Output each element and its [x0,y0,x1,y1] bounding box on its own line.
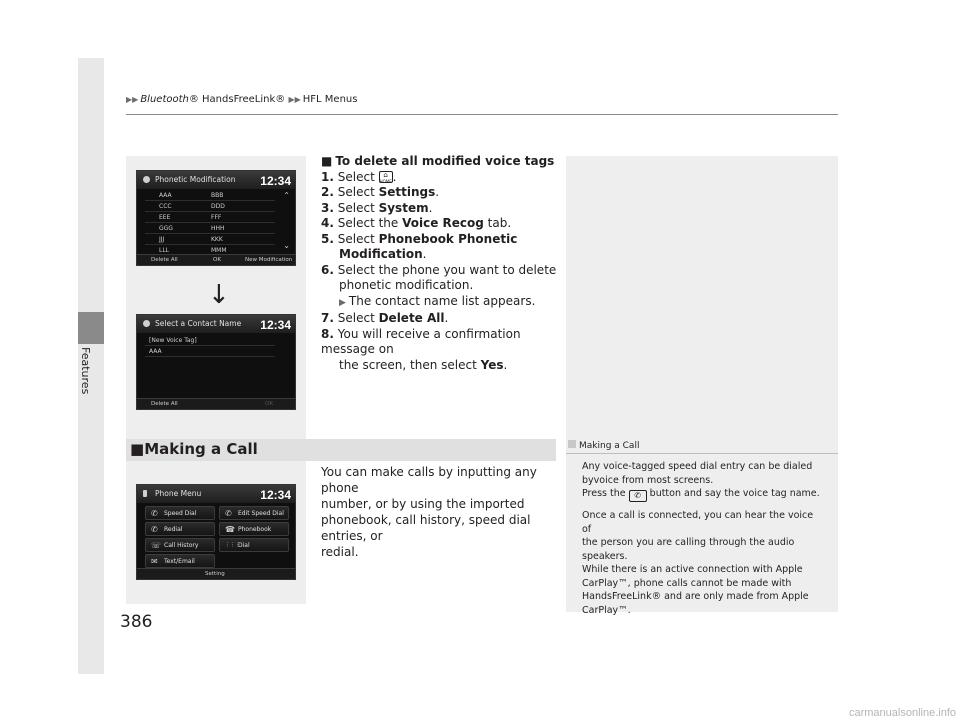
step-1: 1. Select ⌂ HOME. [321,170,561,186]
list-item: CCC DDD [145,202,275,212]
phone-icon: ✆ [151,509,158,518]
contact-name-screen [136,314,296,410]
keypad-icon: ⋮⋮⋮ [225,542,240,548]
section-heading-bar [126,439,556,461]
list-item: EEE FFF [145,213,275,223]
redial-button: ✆ Redial [145,522,215,536]
talk-button-icon: ✆ [629,490,647,502]
delete-all-label: Delete All [151,401,178,407]
subsection-heading: ■ To delete all modified voice tags [321,154,555,168]
scroll-down-icon: ⌄ [283,241,290,250]
new-modification-label: New Modification [245,257,293,263]
setting-label: Setting [205,571,225,577]
note-heading: Making a Call [568,440,639,451]
making-call-body: You can make calls by inputting any phone number, or by using the imported phonebook, call history, speed dial entries, or redial. [321,465,537,559]
list-item: AAA BBB [145,191,275,201]
call-history-button: ☏ Call History [145,538,215,552]
phone-status-icon [143,490,147,497]
screen-clock: 12:34 [260,318,291,332]
side-tab-marker [78,312,104,344]
step-7: 7. Select Delete All. [321,311,449,325]
breadcrumb-arrow-icon: ▶▶ [288,95,301,104]
breadcrumb-section[interactable]: HFL Menus [302,94,358,105]
screen-footer [137,568,295,579]
step-6: 6. Select the phone you want to delete [321,262,557,277]
section-heading: ■Making a Call [130,440,258,458]
screen-status-icon [143,320,150,327]
header-divider [126,114,838,115]
list-item: LLL MMM [145,246,275,256]
scroll-up-icon: ⌃ [283,191,290,200]
phone-menu-screen [136,484,296,580]
down-arrow-icon: ↓ [208,280,230,310]
step-5-cont: Modification. [339,247,427,261]
screen-clock: 12:34 [260,488,291,502]
side-tab-label: Features [79,347,92,395]
step-8: 8. You will receive a confirmation message on [321,326,521,356]
list-item: JJJ KKK [145,235,275,245]
step-4: 4. Select the Voice Recog tab. [321,216,512,230]
page-number: 386 [120,612,153,632]
screen-title-bar [137,315,295,333]
phone-icon: ✆ [225,509,232,518]
reference-marker-icon [568,440,576,448]
step-6-result: ▶ The contact name list appears. [339,293,536,308]
step-8-cont: the screen, then select Yes. [339,357,508,372]
list-item: [New Voice Tag] [145,336,275,346]
screen-title-bar [137,171,295,189]
list-item: AAA [145,347,275,357]
step-2: 2. Select Settings. [321,185,440,199]
ok-label: OK [265,401,273,407]
result-arrow-icon: ▶ [339,297,346,308]
figure-column [126,156,306,604]
envelope-icon: ✉ [151,557,158,566]
step-3: 3. Select System. [321,200,433,215]
step-5: 5. Select Phonebook Phonetic [321,231,518,246]
dial-button: ⋮⋮⋮ Dial [219,538,289,552]
edit-speed-dial-button: ✆ Edit Speed Dial [219,506,289,520]
call-history-icon: ☏ [151,541,162,550]
breadcrumb-brand[interactable]: Bluetooth [140,94,189,105]
breadcrumb-arrow-icon: ▶▶ [126,95,139,104]
delete-voice-tags-steps [321,154,561,373]
breadcrumb [126,94,357,105]
screen-title: Select a Contact Name [155,319,242,328]
redial-icon: ✆ [151,525,158,534]
text-email-button: ✉ Text/Email [145,554,215,568]
screen-footer [137,398,295,409]
note-body: Any voice-tagged speed dial entry can be dialed byvoice from most screens. Press the ✆ button and say the voice tag name. Once a call is connected, you can hear the voice of the person you are calling through the audio speakers. While there is an active connection with Apple CarPlay™, phone calls cannot be made with HandsFreeLink® and are only made from Apple CarPlay™. [582,461,820,616]
screen-status-icon [143,176,150,183]
phonebook-button: ☎ Phonebook [219,522,289,536]
watermark: carmanualsonline.info [848,707,956,719]
screen-footer [137,254,295,265]
screen-title: Phone Menu [155,489,202,498]
screen-clock: 12:34 [260,174,291,188]
home-icon: ⌂ HOME [379,171,393,183]
speed-dial-button: ✆ Speed Dial [145,506,215,520]
note-divider [566,453,838,454]
screen-title-bar [137,485,295,503]
step-6-cont: phonetic modification. [339,278,474,292]
ok-label: OK [213,257,221,263]
phonetic-modification-screen [136,170,296,266]
breadcrumb-brand-rest[interactable]: ® HandsFreeLink® [188,94,286,105]
phonebook-icon: ☎ [225,525,235,534]
side-tab-upper [78,58,104,312]
delete-all-label: Delete All [151,257,178,263]
list-item: GGG HHH [145,224,275,234]
screen-title: Phonetic Modification [155,175,236,184]
